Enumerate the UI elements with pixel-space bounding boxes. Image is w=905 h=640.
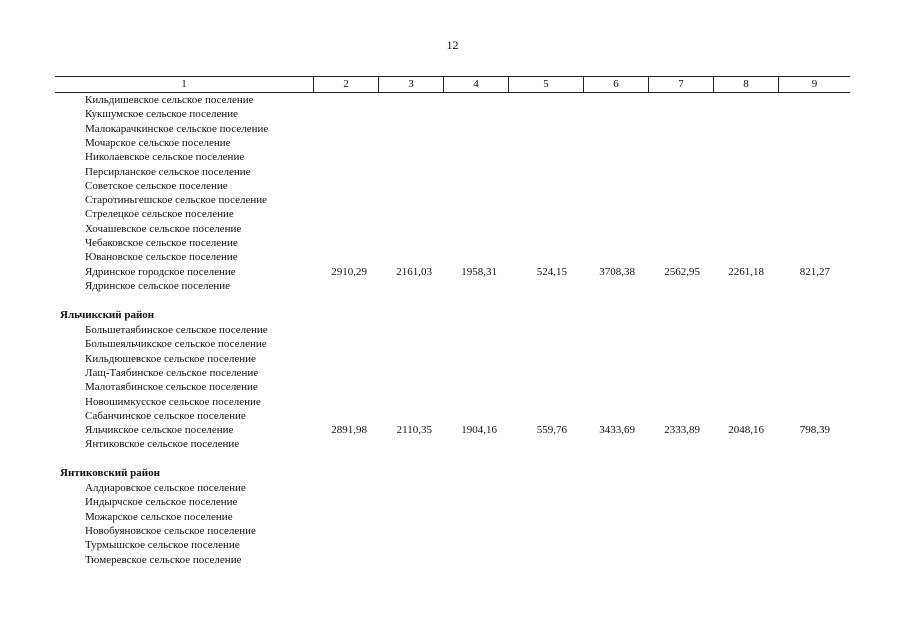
- district-title: Яльчикский район: [60, 309, 155, 321]
- settlement-name: Можарское сельское поселение: [85, 510, 233, 523]
- settlement-name: Большетаябинское сельское поселение: [85, 324, 268, 336]
- settlement-name: Лащ-Таябинское сельское поселение: [85, 366, 259, 379]
- settlement-name: Индырчское сельское поселение: [85, 496, 238, 509]
- settlement-name: Тюмеревское сельское поселение: [85, 553, 242, 566]
- settlement-name: Чебаковское сельское поселение: [85, 237, 238, 249]
- value-col-9: 798,39: [799, 424, 830, 437]
- settlement-name: Стрелецкое сельское поселение: [85, 208, 234, 221]
- settlement-name: Персирланское сельское поселение: [85, 165, 251, 178]
- settlement-name: Ядринское сельское поселение: [85, 279, 231, 292]
- settlement-name: Сабанчинское сельское поселение: [85, 409, 246, 422]
- settlement-name: Яльчикское сельское поселение: [85, 424, 234, 437]
- header-col-5: 5: [508, 77, 583, 92]
- header-col-4: 4: [443, 77, 508, 92]
- settlement-name: Янтиковское сельское поселение: [85, 438, 240, 451]
- settlement-name: Большеяльчикское сельское поселение: [85, 338, 267, 351]
- value-col-3: 2110,35: [396, 424, 432, 437]
- header-col-2: 2: [313, 77, 378, 92]
- header-col-8: 8: [713, 77, 778, 92]
- settlement-name: Новобуяновское сельское поселение: [85, 524, 256, 537]
- header-col-3: 3: [378, 77, 443, 92]
- value-col-5: 559,76: [536, 424, 567, 437]
- value-col-7: 2333,89: [664, 424, 700, 437]
- settlement-name: Кукшумское сельское поселение: [85, 108, 239, 121]
- settlement-name: Алдиаровское сельское поселение: [85, 482, 246, 494]
- settlement-name: Советское сельское поселение: [85, 179, 228, 192]
- value-col-3: 2161,03: [396, 265, 432, 278]
- value-col-5: 524,15: [536, 265, 567, 278]
- value-col-8: 2261,18: [728, 265, 764, 278]
- settlement-name: Мочарское сельское поселение: [85, 136, 231, 149]
- value-col-2: 2891,98: [331, 424, 367, 437]
- header-col-9: 9: [778, 77, 850, 92]
- settlement-name: Старотиньгешское сельское поселение: [85, 194, 268, 207]
- district-title: Янтиковский район: [60, 467, 160, 479]
- settlement-name: Хочашевское сельское поселение: [85, 222, 242, 235]
- settlement-name: Ювановское сельское поселение: [85, 251, 238, 264]
- header-col-7: 7: [648, 77, 713, 92]
- settlement-name: Малотаябинское сельское поселение: [85, 381, 258, 394]
- table-header: [55, 76, 850, 93]
- value-col-4: 1958,31: [461, 265, 497, 278]
- value-col-8: 2048,16: [728, 424, 764, 437]
- page-number: 12: [446, 38, 459, 52]
- header-col-1: 1: [181, 78, 187, 90]
- header-col-6: 6: [583, 77, 648, 92]
- settlement-name: Турмышское сельское поселение: [85, 539, 240, 552]
- settlement-name: Николаевское сельское поселение: [85, 151, 245, 164]
- value-col-6: 3708,38: [599, 265, 635, 278]
- settlement-name: Малокарачкинское сельское поселение: [85, 122, 269, 135]
- value-col-7: 2562,95: [664, 265, 700, 278]
- value-col-4: 1904,16: [461, 424, 497, 437]
- settlement-name: Кильдюшевское сельское поселение: [85, 352, 256, 365]
- value-col-2: 2910,29: [331, 265, 367, 278]
- value-col-9: 821,27: [799, 265, 830, 278]
- settlement-name: Новошимкусское сельское поселение: [85, 395, 261, 408]
- value-col-6: 3433,69: [599, 424, 635, 437]
- settlement-name: Кильдишевское сельское поселение: [85, 94, 254, 106]
- settlement-name: Ядринское городское поселение: [85, 265, 236, 278]
